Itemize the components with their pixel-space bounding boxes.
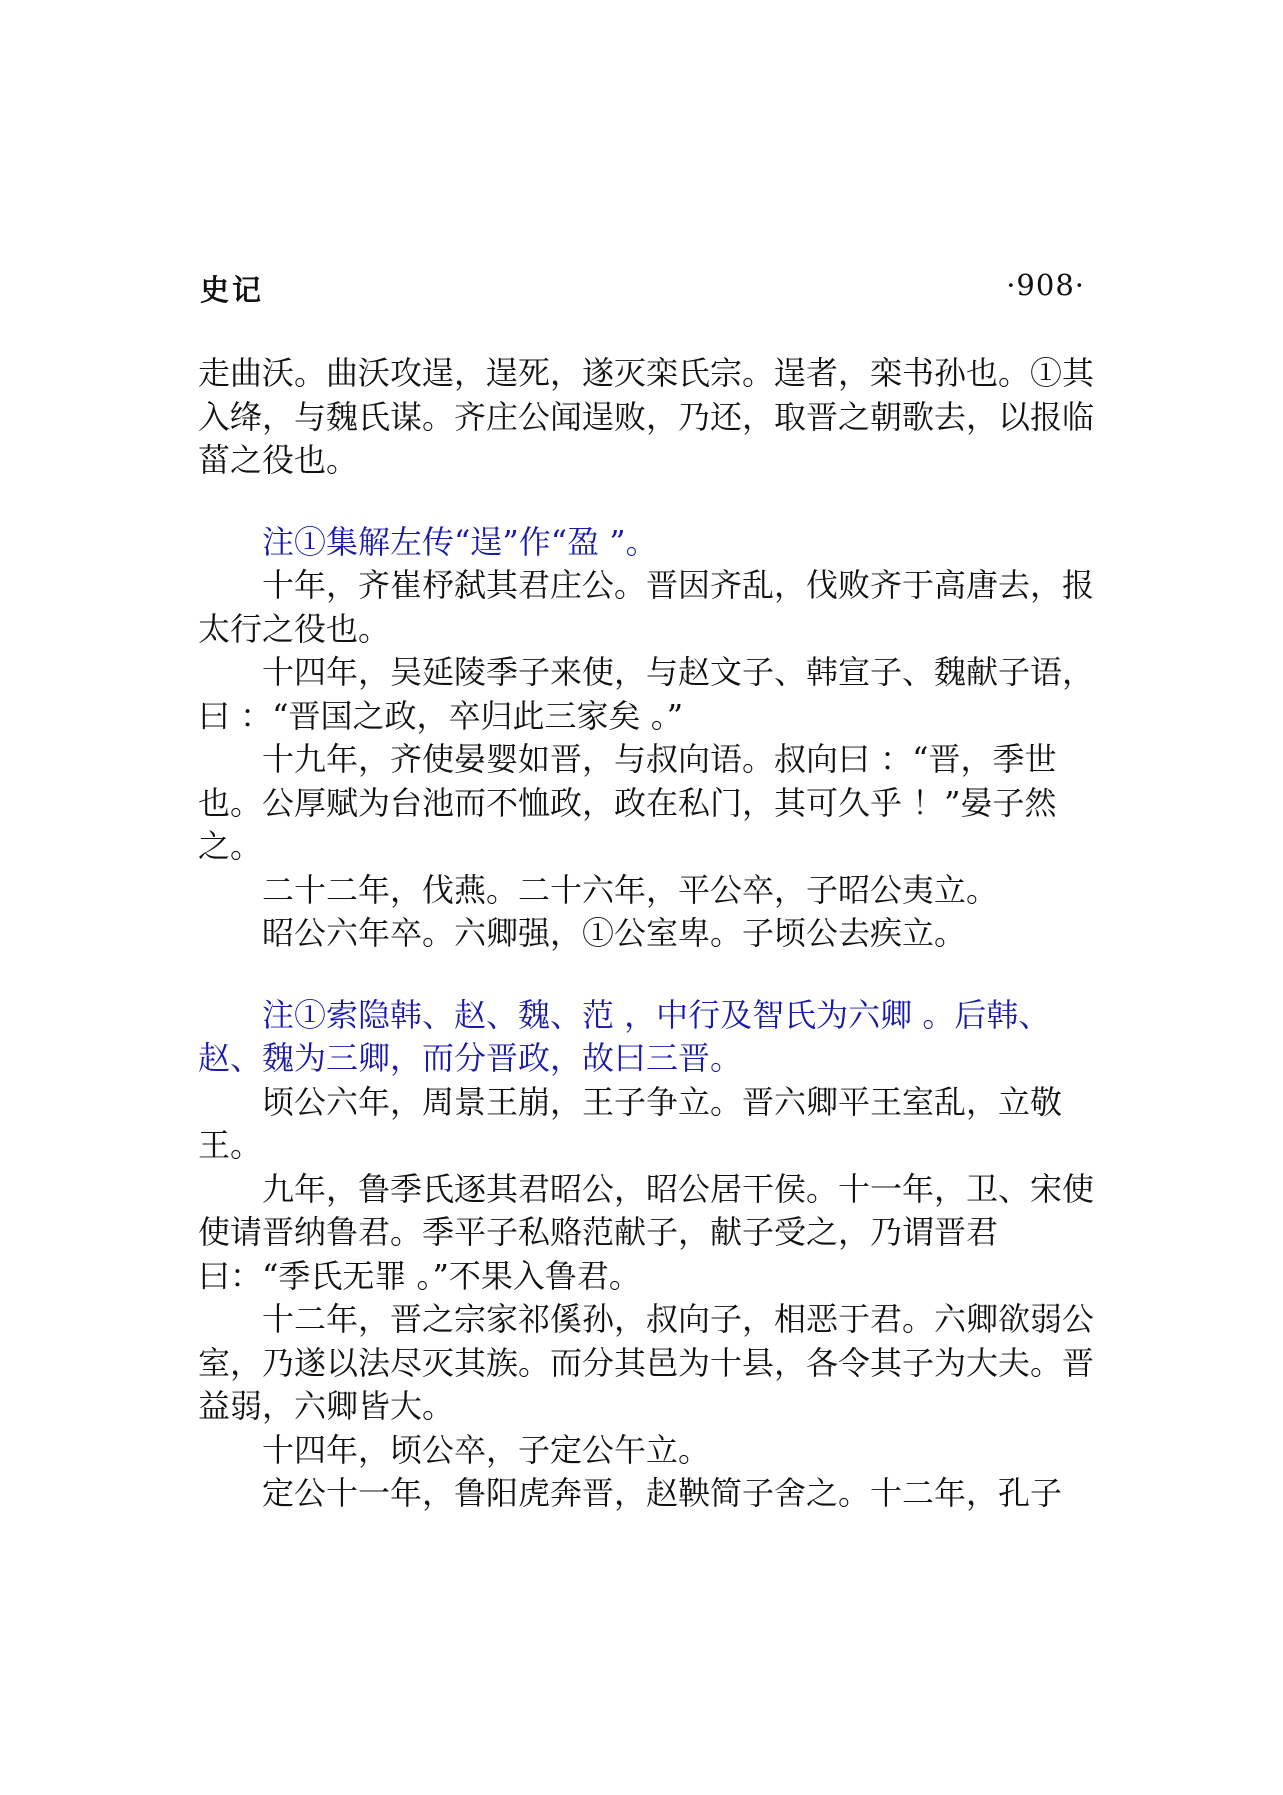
footnote: 注①索隐韩、赵、魏、范 ，中行及智氏为六卿 。后韩、赵、魏为三卿，而分晋政，故曰三晋。 (198, 995, 1051, 1077)
page-number: ·908· (1006, 268, 1085, 302)
paragraph: 二十二年，伐燕。二十六年，平公卒，子昭公夷立。 (262, 870, 999, 909)
paragraph: 定公十一年，鲁阳虎奔晋，赵鞅简子舍之。十二年，孔子 (262, 1474, 1063, 1512)
paragraph: 十四年，顷公卒，子定公午立。 (262, 1430, 711, 1469)
page-body (198, 352, 1098, 1516)
paragraph: 十年，齐崔杼弑其君庄公。晋因齐乱，伐败齐于高唐去，报太行之役也。 (198, 566, 1095, 648)
paragraph: 走曲沃。曲沃攻逞，逞死，遂灭栾氏宗。逞者，栾书孙也。①其入绛，与魏氏谋。齐庄公闻逞败，乃还，取晋之朝歌去，以报临菑之役也。 (198, 354, 1095, 479)
paragraph: 九年，鲁季氏逐其君昭公，昭公居干侯。十一年，卫、宋使使请晋纳鲁君。季平子私赂范献子，献子受之，乃谓晋君曰：“季氏无罪 。”不果入鲁君。 (198, 1169, 1095, 1295)
paragraph: 十四年，吴延陵季子来使，与赵文子、韩宣子、魏献子语，曰 ：“晋国之政，卒归此三家矣 。” (198, 653, 1095, 735)
book-title: 史记 (200, 273, 265, 307)
paragraph: 十九年，齐使晏婴如晋，与叔向语。叔向曰 ：“晋，季世也。公厚赋为台池而不恤政，政在私门，其可久乎 ！”晏子然之。 (198, 740, 1057, 865)
paragraph: 昭公六年卒。六卿强，①公室卑。子顷公去疾立。 (262, 914, 967, 952)
paragraph: 十二年，晋之宗家祁傒孙，叔向子，相恶于君。六卿欲弱公室，乃遂以法尽灭其族。而分其邑为十县，各令其子为大夫。晋益弱，六卿皆大。 (198, 1300, 1095, 1425)
footnote: 注①集解左传“逞”作“盈 ”。 (262, 522, 658, 561)
page-header (200, 268, 1085, 308)
paragraph: 顷公六年，周景王崩，王子争立。晋六卿平王室乱，立敬王。 (198, 1082, 1063, 1164)
